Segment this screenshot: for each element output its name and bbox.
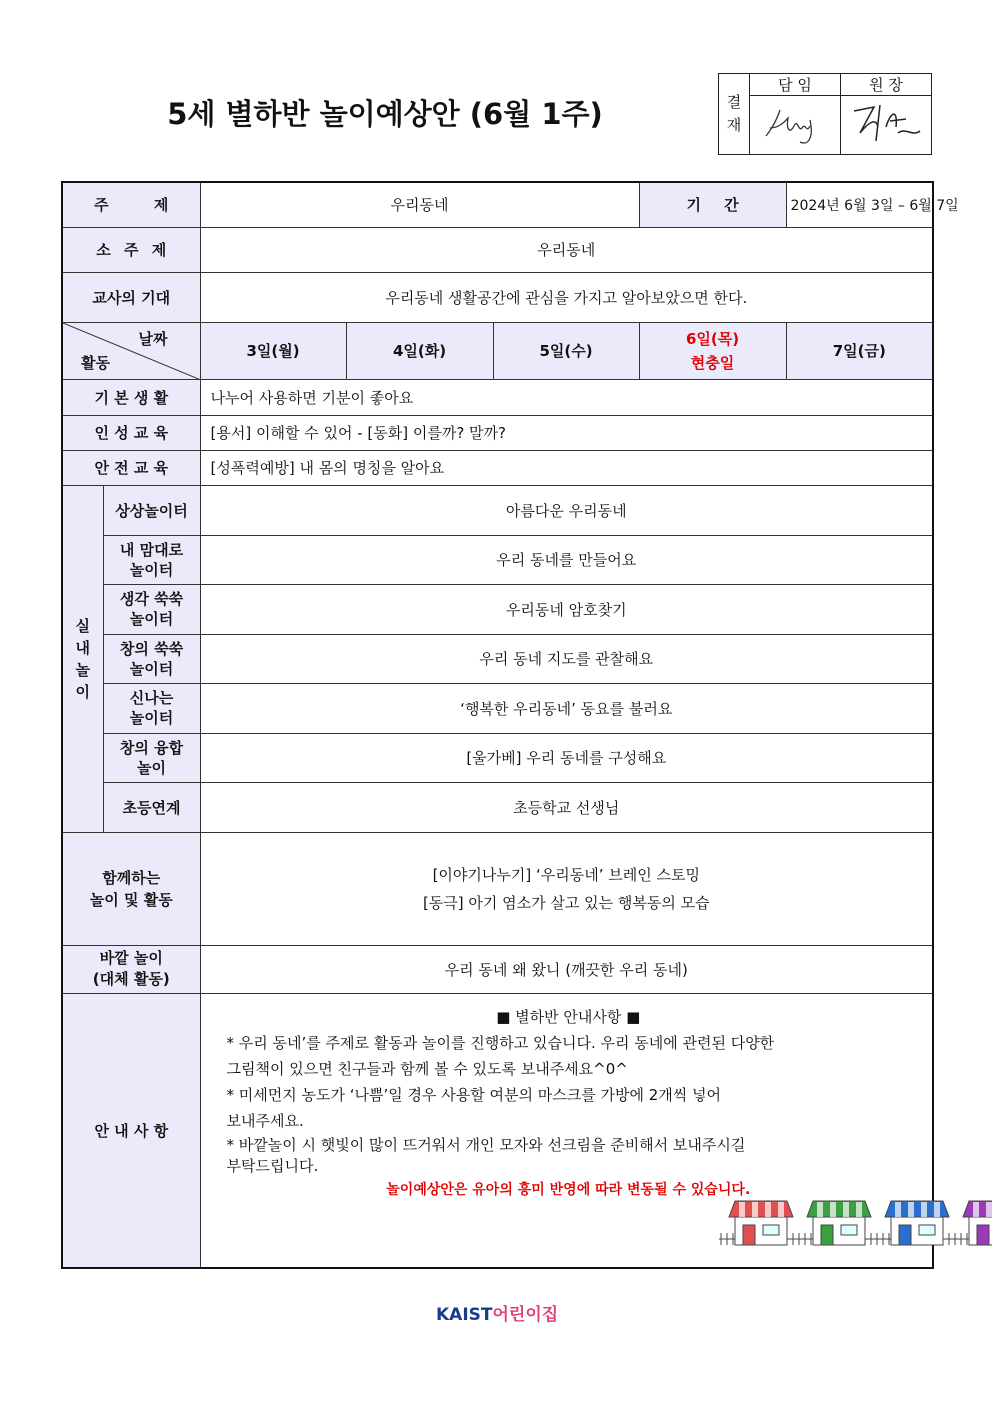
indoor-row-value: 우리 동네 지도를 관찰해요 bbox=[200, 634, 933, 683]
shop-icon bbox=[807, 1201, 871, 1245]
kaist-daycare-logo bbox=[436, 1300, 558, 1325]
notice-content bbox=[200, 993, 933, 1268]
notice-line: 보내주세요. bbox=[226, 1111, 304, 1130]
notice-label: 안 내 사 항 bbox=[62, 993, 200, 1268]
director-signature bbox=[841, 96, 932, 155]
approval-side-label-2: 재 bbox=[726, 116, 742, 134]
plan-table bbox=[61, 181, 959, 1269]
activity-word: 활동 bbox=[81, 353, 110, 372]
notice-line: * 우리 동네’를 주제로 활동과 놀이를 진행하고 있습니다. 우리 동네에 관련된 다양한 bbox=[226, 1033, 775, 1052]
approval-teacher-header: 담 임 bbox=[750, 74, 841, 96]
date-activity-corner bbox=[62, 322, 200, 379]
together-value bbox=[200, 832, 933, 945]
indoor-row-value: 우리동네 암호찾기 bbox=[200, 584, 933, 634]
character-ed-label: 인 성 교 육 bbox=[62, 415, 200, 450]
outdoor-label-2: (대체 활동) bbox=[92, 970, 170, 988]
safety-ed-value: [성폭력예방] 내 몸의 명칭을 알아요 bbox=[200, 450, 933, 485]
approval-box bbox=[718, 73, 932, 155]
basic-life-value: 나누어 사용하면 기분이 좋아요 bbox=[200, 379, 933, 415]
indoor-row-label-text: 상상놀이터 bbox=[115, 501, 188, 520]
indoor-row-value: 초등학교 선생님 bbox=[200, 782, 933, 832]
indoor-row-label-text: 놀이 bbox=[137, 758, 166, 777]
day-label: 7일(금) bbox=[832, 342, 886, 360]
day-label: 3일(월) bbox=[246, 342, 300, 360]
teacher-signature-icon bbox=[760, 98, 830, 148]
subtheme-value: 우리동네 bbox=[200, 227, 933, 272]
indoor-play-group-label bbox=[62, 485, 103, 832]
outdoor-label-1: 바깥 놀이 bbox=[99, 949, 163, 967]
expectation-label: 교사의 기대 bbox=[62, 272, 200, 322]
indoor-row-label-text: 생각 쑥쑥 bbox=[119, 590, 184, 608]
theme-label: 주 제 bbox=[62, 182, 200, 227]
indoor-row-value: [울가베] 우리 동네를 구성해요 bbox=[200, 733, 933, 782]
indoor-row-label bbox=[103, 683, 200, 733]
indoor-row-label-text: 초등연계 bbox=[122, 798, 181, 817]
day-label: 6일(목) bbox=[685, 329, 740, 348]
indoor-row-label-text: 놀이터 bbox=[129, 610, 174, 628]
outdoor-label bbox=[62, 945, 200, 993]
indoor-row-label-text: 놀이터 bbox=[129, 659, 174, 678]
logo-daycare: 어린이집 bbox=[492, 1305, 559, 1325]
indoor-char: 내 bbox=[75, 638, 90, 657]
notice-line: * 바깥놀이 시 햇빛이 많이 뜨거워서 개인 모자와 선크림을 준비해서 보내주시길 bbox=[226, 1135, 746, 1154]
day-header-thu bbox=[639, 322, 786, 379]
indoor-row-label bbox=[103, 634, 200, 683]
period-value: 2024년 6월 3일 – 6월 7일 bbox=[786, 182, 933, 227]
indoor-row-label-text: 내 맘대로 bbox=[119, 540, 184, 559]
logo-kaist: KAIST bbox=[436, 1305, 493, 1325]
theme-value: 우리동네 bbox=[200, 182, 639, 227]
basic-life-label: 기 본 생 활 bbox=[62, 379, 200, 415]
notice-title: ■ 별하반 안내사항 ■ bbox=[496, 1007, 641, 1026]
approval-side-label-1: 결 bbox=[726, 93, 742, 111]
indoor-row-label bbox=[103, 485, 200, 535]
indoor-char: 실 bbox=[75, 616, 90, 635]
outdoor-value: 우리 동네 왜 왔니 (깨끗한 우리 동네) bbox=[200, 945, 933, 993]
date-word: 날짜 bbox=[138, 329, 168, 348]
approval-director-header: 원 장 bbox=[841, 74, 932, 96]
indoor-row-label bbox=[103, 733, 200, 782]
indoor-char: 이 bbox=[75, 682, 90, 701]
indoor-row-label bbox=[103, 535, 200, 584]
together-label-2: 놀이 및 활동 bbox=[89, 890, 173, 909]
indoor-row-label-text: 놀이터 bbox=[129, 709, 174, 727]
notice-line: 부탁드립니다. bbox=[226, 1156, 319, 1175]
indoor-row-label bbox=[103, 782, 200, 832]
indoor-row-value: ‘행복한 우리동네’ 동요를 불러요 bbox=[200, 683, 933, 733]
approval-side-label bbox=[719, 74, 750, 155]
notice-line: * 미세먼지 농도가 ‘나쁨’일 경우 사용할 여분의 마스크를 가방에 2개씩 넣어 bbox=[226, 1085, 721, 1104]
indoor-row-value: 우리 동네를 만들어요 bbox=[200, 535, 933, 584]
expectation-value: 우리동네 생활공간에 관심을 가지고 알아보았으면 한다. bbox=[200, 272, 933, 322]
day-label: 4일(화) bbox=[392, 342, 447, 360]
together-line: [이야기나누기] ‘우리동네’ 브레인 스토밍 bbox=[432, 865, 700, 884]
together-line: [동극] 아기 염소가 살고 있는 행복동의 모습 bbox=[422, 893, 710, 912]
character-ed-value: [용서] 이해할 수 있어 - [동화] 이를까? 말까? bbox=[200, 415, 933, 450]
day-header-wed bbox=[493, 322, 639, 379]
indoor-row-value: 아름다운 우리동네 bbox=[200, 485, 933, 535]
period-label: 기 간 bbox=[639, 182, 786, 227]
shop-icon bbox=[885, 1201, 949, 1245]
indoor-row-label-text: 신나는 bbox=[129, 689, 174, 707]
day-header-fri bbox=[786, 322, 933, 379]
subtheme-label: 소 주 제 bbox=[62, 227, 200, 272]
day-label: 5일(수) bbox=[539, 342, 593, 360]
teacher-signature bbox=[750, 96, 841, 155]
indoor-row-label-text: 놀이터 bbox=[129, 560, 174, 579]
director-signature-icon bbox=[846, 97, 926, 149]
together-label bbox=[62, 832, 200, 945]
safety-ed-label: 안 전 교 육 bbox=[62, 450, 200, 485]
day-header-mon bbox=[200, 322, 346, 379]
notice-line: 그림책이 있으면 친구들과 함께 볼 수 있도록 보내주세요^0^ bbox=[226, 1059, 628, 1078]
shop-icon bbox=[729, 1201, 793, 1245]
holiday-note: 현충일 bbox=[690, 353, 735, 372]
indoor-char: 놀 bbox=[75, 660, 90, 679]
shops-illustration bbox=[719, 1199, 992, 1249]
page-title: 5세 별하반 놀이예상안 (6월 1주) bbox=[167, 97, 603, 131]
indoor-row-label-text: 창의 쑥쑥 bbox=[119, 639, 184, 658]
notice-warning: 놀이예상안은 유아의 흥미 반영에 따라 변동될 수 있습니다. bbox=[386, 1181, 751, 1198]
day-header-tue bbox=[346, 322, 493, 379]
indoor-row-label bbox=[103, 584, 200, 634]
indoor-row-label-text: 창의 융합 bbox=[119, 738, 184, 757]
together-label-1: 함께하는 bbox=[102, 868, 161, 887]
